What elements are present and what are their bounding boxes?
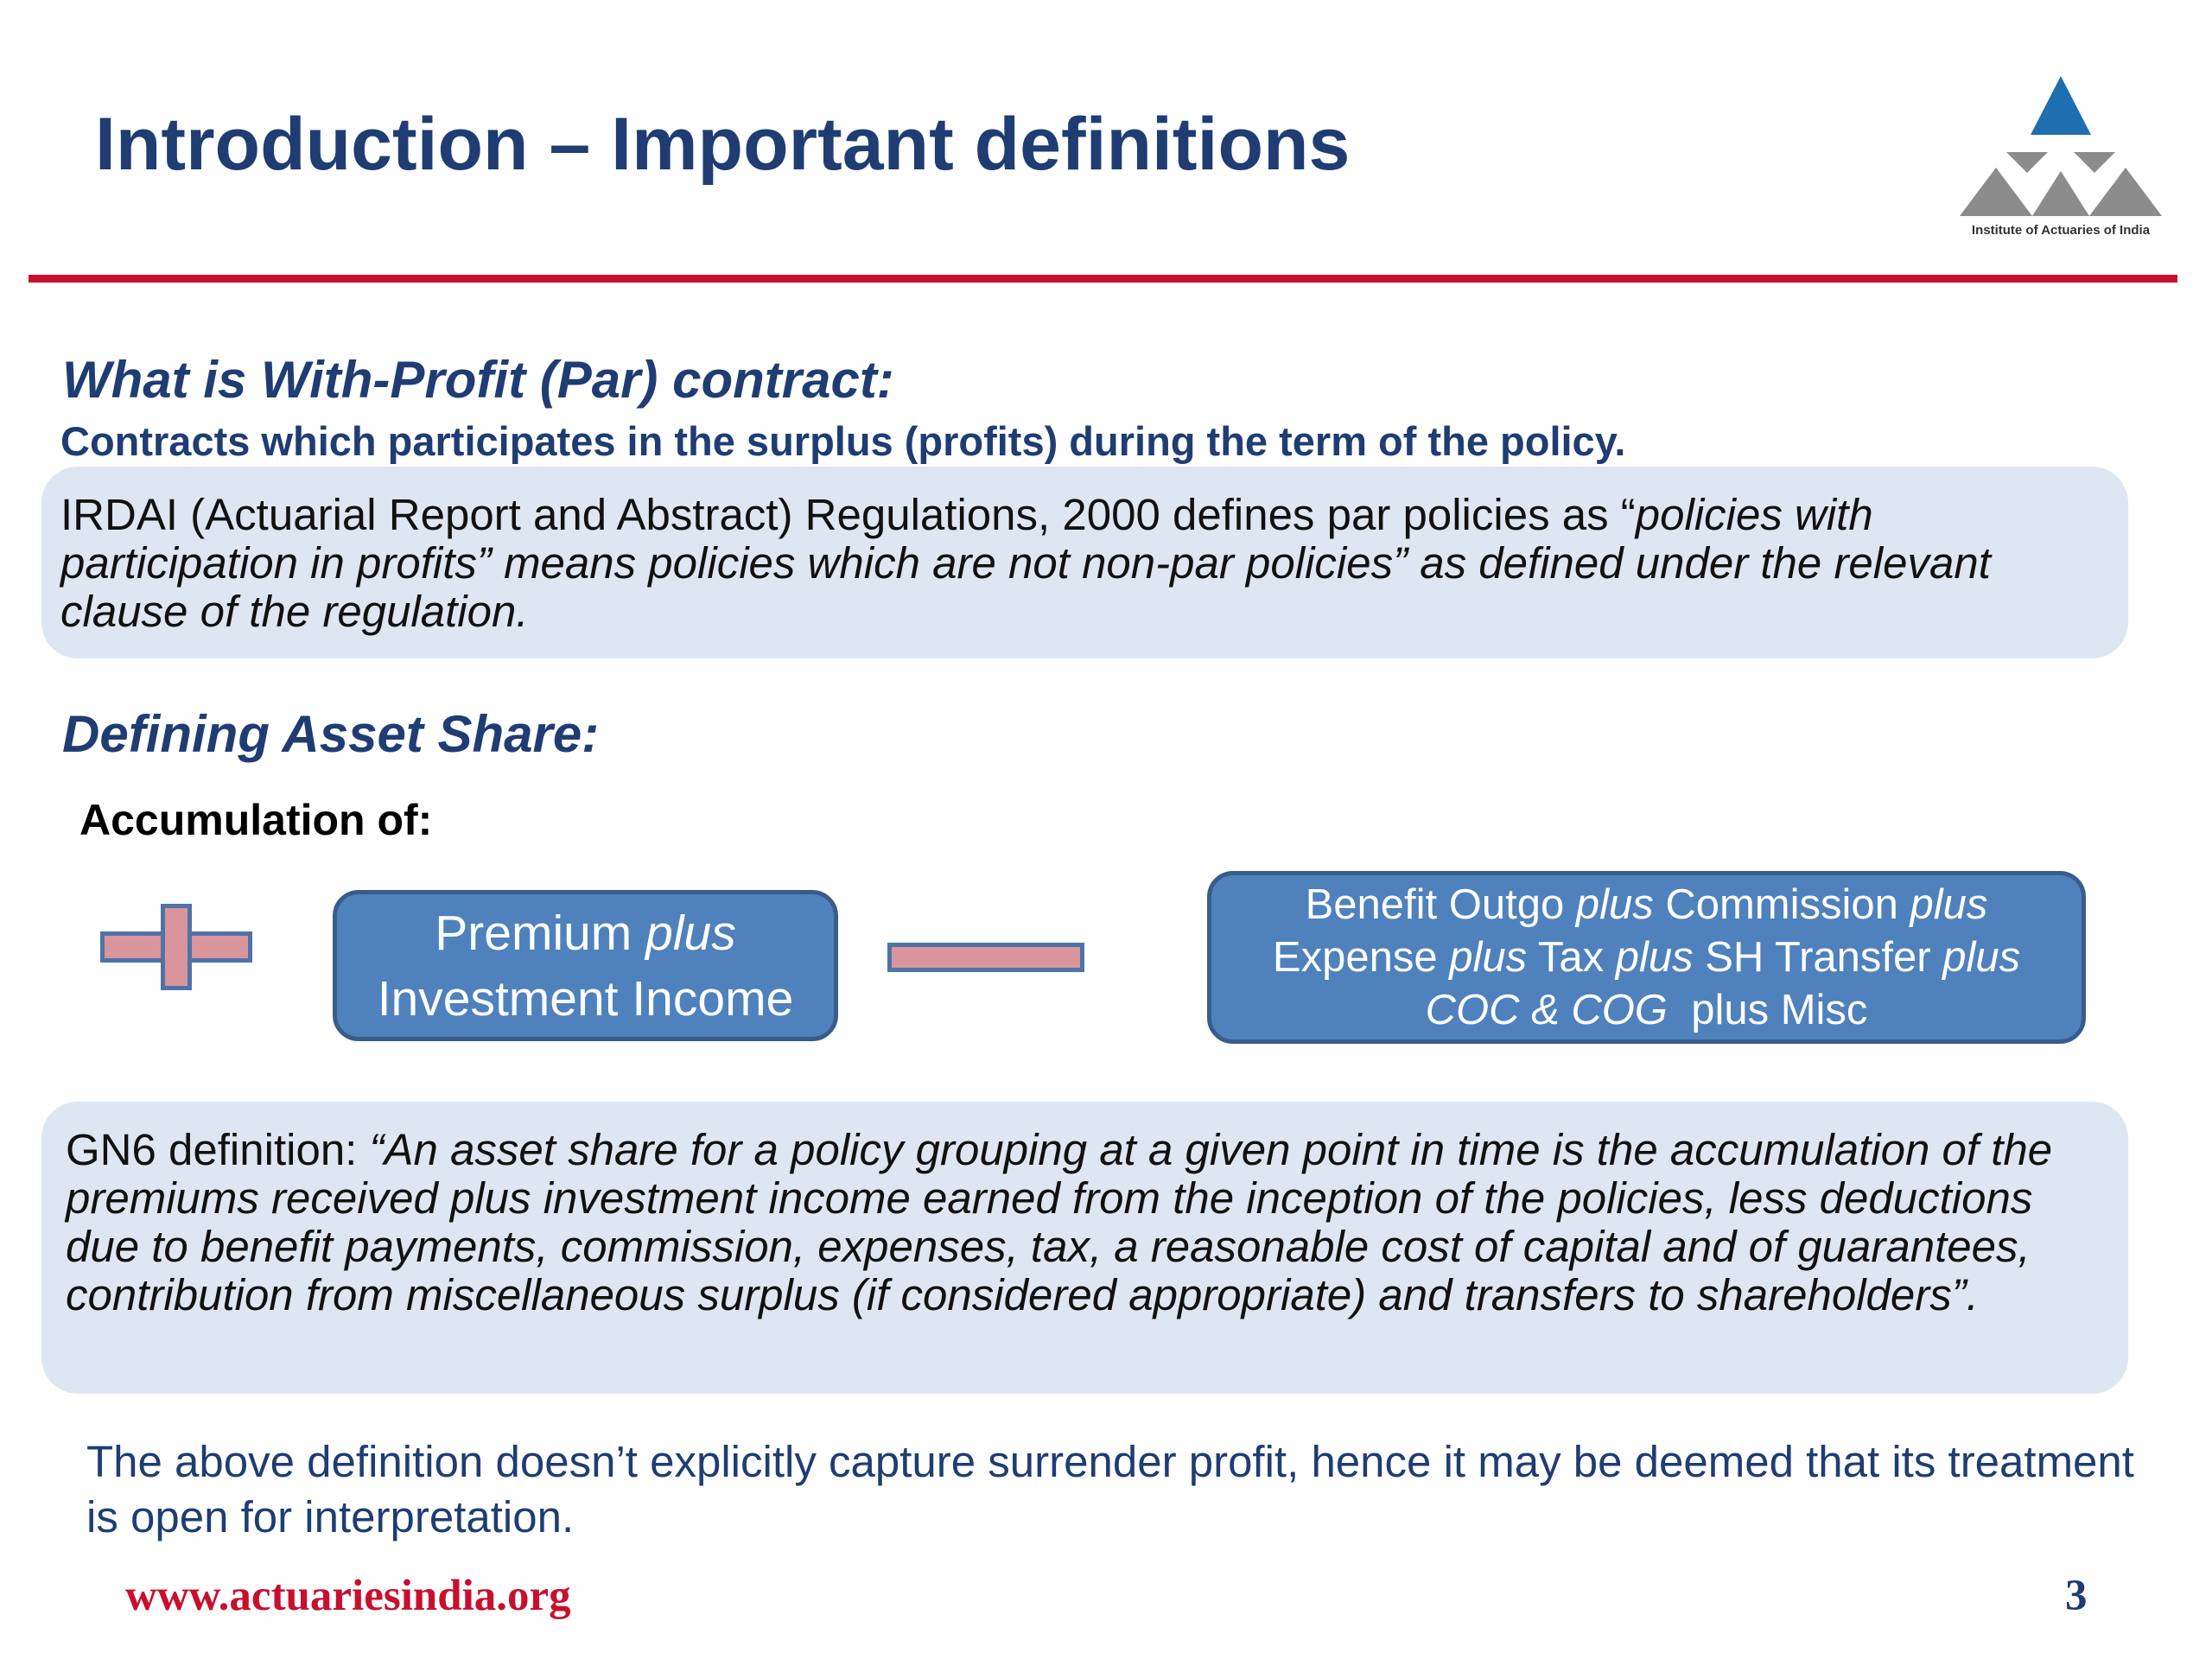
surrender-profit-note: The above definition doesn’t explicitly capture surrender profit, hence it may be deemed that its treatment is open for interpretation.: [86, 1437, 2134, 1541]
footer-url-link[interactable]: www.actuariesindia.org: [125, 1572, 571, 1620]
premium-box-line-2: Investment Income: [377, 970, 794, 1027]
logo-caption: Institute of Actuaries of India: [1971, 223, 2151, 238]
outgo-deductions-box: [1207, 871, 2086, 1044]
plus-operator-join: [165, 936, 188, 958]
gn6-definition-box: [41, 1102, 2128, 1394]
section-subheading-with-profit: Contracts which participates in the surplus (profits) during the term of the policy.: [60, 418, 1626, 464]
premium-income-box: [333, 890, 838, 1041]
title-divider: [29, 275, 2177, 283]
outgo-box-line-2: Expense plus Tax plus SH Transfer plus: [1272, 933, 2021, 981]
premium-box-line-1: Premium plus: [435, 905, 736, 961]
gn6-definition-text: GN6 definition: “An asset share for a policy grouping at a given point in time is the accumulation of the premiums received plus investment income earned from the inception of the policies, less deductions due to benefit payments, commission, expenses, tax, a reasonable cost of capital and of guarantees, contribution from miscellaneous surplus (if considered appropriate) and transfers to shareholders”.: [66, 1125, 2053, 1319]
outgo-box-line-1: Benefit Outgo plus Commission plus: [1305, 880, 1988, 928]
slide-title: Introduction – Important definitions: [95, 103, 1351, 186]
minus-operator-icon: [887, 943, 1084, 972]
page-number: 3: [2065, 1572, 2088, 1620]
section-heading-asset-share: Defining Asset Share:: [62, 705, 600, 763]
section-heading-with-profit: What is With-Profit (Par) contract:: [62, 351, 894, 409]
irdai-definition-text: IRDAI (Actuarial Report and Abstract) Regulations, 2000 defines par policies as “policies with participation in profits” means policies which are not non-par policies” as defined under the relevant clause of the regulation.: [60, 490, 1991, 636]
institute-logo-icon: [1953, 69, 2169, 246]
outgo-box-line-3: COC & COG plus Misc: [1425, 986, 1868, 1033]
irdai-definition-box: [41, 467, 2128, 658]
accumulation-label: Accumulation of:: [79, 796, 433, 844]
